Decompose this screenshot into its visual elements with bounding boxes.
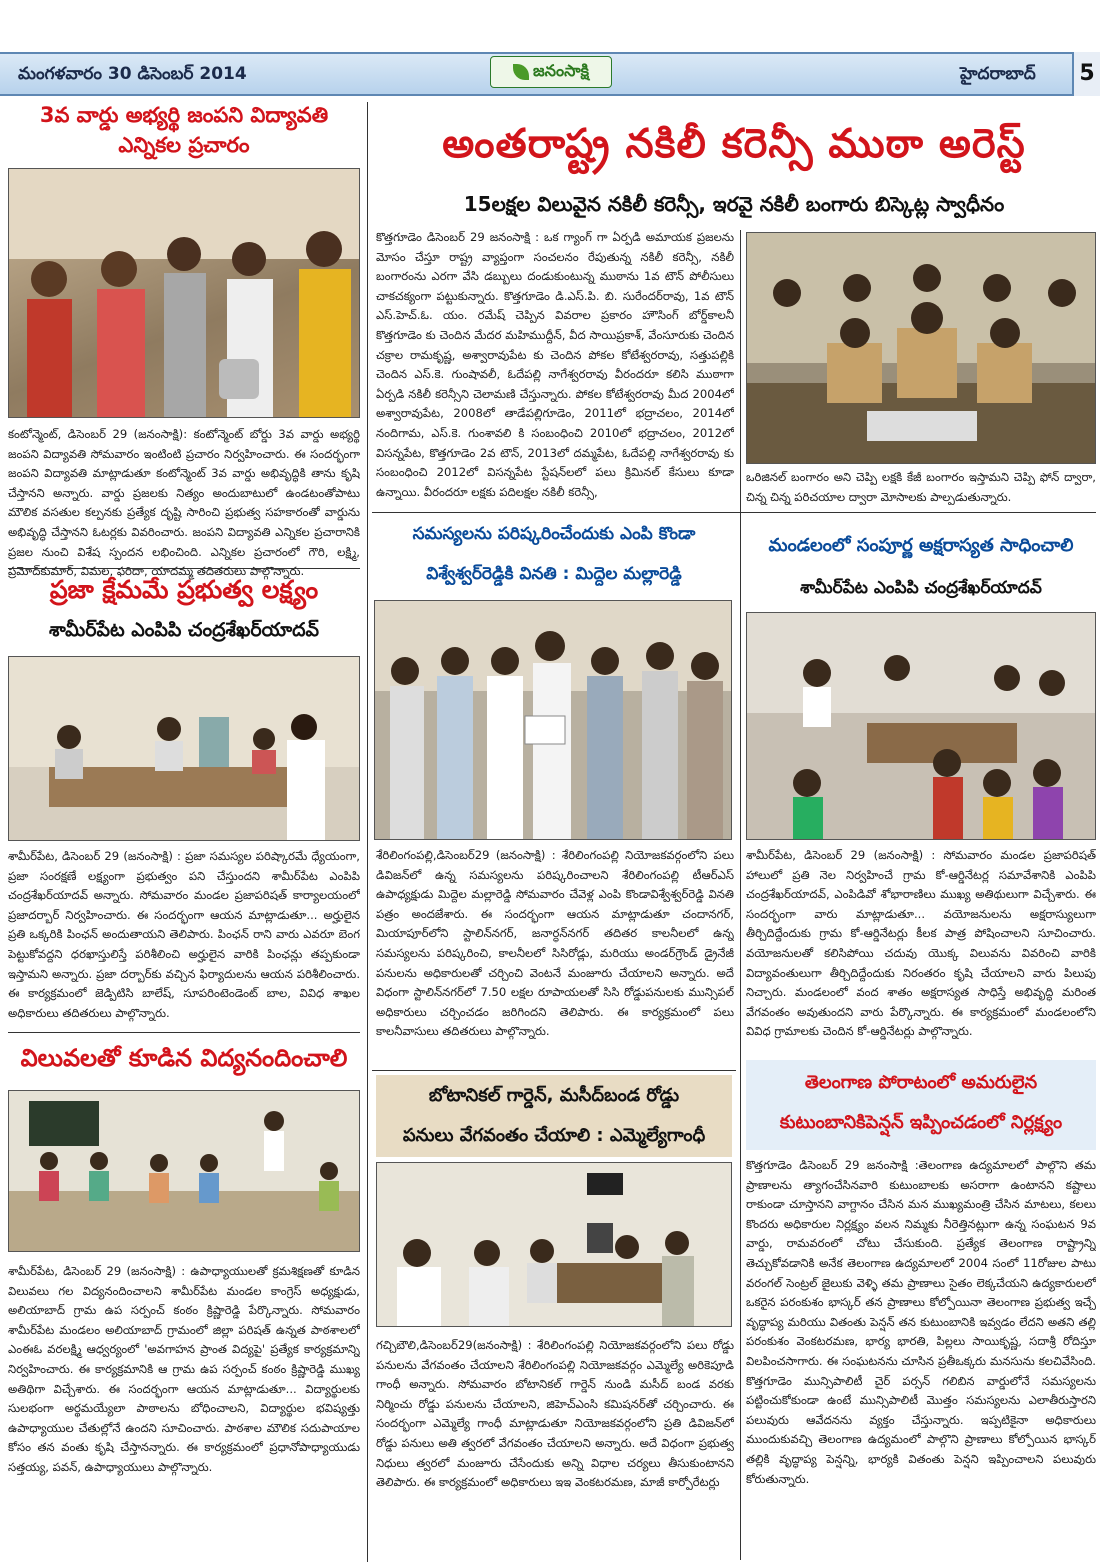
- main-headline: అంతరాష్ట్ర నకిలీ కరెన్సీ ముఠా అరెస్ట్: [442, 121, 1026, 167]
- story3-body: శామీర్‌పేట, డిసెంబర్ 29 (జనంసాక్షి) : ఉపాధ్యాయులతో క్రమశిక్షణతో కూడిన విలువలు గల విద్యనందించాలని శామీర్‌పేట మండల కాంగ్రెస్ అధ్యక్షుడు, అలియాబాద్ గ్రామ ఉప సర్పంచ్ కంఠం క్రిష్ణారెడ్డి పేర్కొన్నారు. సోమవారం శామీర్‌పేట మండలం అలియాబాద్ గ్రామంలో జిల్లా పరిషత్ ఉన్నత పాఠశాలలో ఎంఈఓ వరలక్ష్మి ఆధ్వర్యంలో 'అవగాహన ప్రాంత విద్యపై' ప్రత్యేక కార్యక్రమాన్ని నిర్వహించారు. ఈ కార్యక్రమానికి ఆ గ్రామ ఉప సర్పంచ్ కంఠం క్రిష్ణారెడ్డి ముఖ్య అతిథిగా విచ్చేశారు. ఈ సందర్భంగా ఆయన మాట్లాడుతూ... విద్యార్థులకు సులభంగా అర్థమయ్యేలా పాఠాలను బోధించాలని, విద్యార్థుల భవిష్యత్తు ఉపాధ్యాయుల చేతుల్లోనే ఉందని సూచించారు. పాఠశాల మౌలిక సదుపాయాల కోసం తన వంతు కృషి చేస్తానన్నారు. ఈ కార్యక్రమంలో ప్రధానోపాధ్యాయుడు సత్తయ్య, పవన్, ఉపాధ్యాయులు పాల్గొన్నారు.: [8, 1264, 360, 1474]
- story7-headline-line2: కుటుంబానికిపెన్షన్ ఇప్పించడంలో నిర్లక్ష్యం: [779, 1112, 1063, 1133]
- story5-body: గచ్చిబౌలి,డిసెంబర్29(జనంసాక్షి) : శేరిలింగంపల్లి నియోజకవర్గంలోని పలు రోడ్డు పనులను వేగవంతం చేయాలని శేరిలింగంపల్లి నియోజకవర్గం ఎమ్మెల్యే అరికెపూడి గాంధీ అన్నారు. సోమవారం బోటానికల్ గార్డెన్ నుండి మసీద్ బండ వరకు నిర్మించు రోడ్డు పనులను చేయాలని, జిహెచ్‌ఎంసి కమిషనర్‌తో చర్చించారు. ఈ సందర్భంగా ఎమ్మెల్యే గాంధీ మాట్లాడుతూ నియోజకవర్గంలోని ప్రతి డివిజన్‌లో రోడ్డు పనులు అతి త్వరలో వేగవంతం చేయాలని అన్నారు. అదే విధంగా ప్రభుత్వ నిధులు త్వరలో మంజూరు చేసేందుకు అన్ని విధాల చర్యలు తీసుకుంటానని తెలిపారు. ఈ కార్యక్రమంలో అధికారులు ఇఇ వెంకటరమణ, మాజీ కార్పోరేటర్లు: [376, 1338, 734, 1490]
- main-subhead: 15లక్షల విలువైన నకిలీ కరెన్సీ, ఇరవై నకిలీ బంగారు బిస్కెట్ల స్వాధీనం: [463, 192, 1005, 216]
- main-body: కొత్తగూడెం డిసెంబర్ 29 జనంసాక్షి : ఒక గ్యాంగ్ గా ఏర్పడి అమాయక ప్రజలను మోసం చేస్తూ రాష్ట్ర వ్యాప్తంగా సంచలనం రేపుతున్న నకిలీ కరెన్సీ, నకిలీ బంగారంను ఎరగా వేసి డబ్బులు దండుకుంటున్న ముఠాను 1వ టౌన్ పోలీసులు చాకచక్యంగా పట్టుకున్నారు. కొత్తగూడెం డి.ఎస్.పి. బి. సురేందర్‌రావు, 1వ టౌన్ ఎస్.హెచ్.ఓ. యం. రమేష్ చెప్పిన వివరాల ప్రకారం హౌసింగ్ బోర్డ్‌కాలనీ కొత్తగూడెం కు చెందిన మేదర మహిముద్దీన్, వీద సాయిప్రకాశ్, వేంసూరుకు చెందిన చక్రాల రామకృష్ణ, అశ్వారావుపేట కు చెందిన పోకల కోటేశ్వరరావు, సత్తుపల్లికి చెందిన ఎస్.కె. గుంషావలీ, ఓదేపల్లి నాగేశ్వరరావు వీరందరూ కలిసి ముఠాగా ఏర్పడి నకిలీ కరెన్సీని చెలామణి చేస్తున్నారు. పోకల కోటేశ్వరరావు మీద 2004లో అశ్వారావుపేట, 2008లో తాడేపల్లిగూడెం, 2011లో భద్రాచలం, 2014లో నందిగామ, ఎస్.కె. గుంశావలి కి సంబంధించి 2010లో భద్రాచలం, 2012లో విసన్నపేట, కొత్తగూడెం 2వ టౌన్, 2013లో దమ్మపేట, ఓదేపల్లి నాగేశ్వరరావు కు సంబంధించి 2012లో విసన్నపేట స్టేషన్‌లలో పలు క్రిమినల్ కేసులు కూడా ఉన్నాయి. వీరందరూ లక్షకు పదిలక్షల నకిలీ కరెన్సీ,: [376, 230, 734, 499]
- campaign-photo: [8, 168, 360, 418]
- story6-subhead: శామీర్‌పేట ఎంపిపి చంద్రశేఖర్‌యాదవ్: [800, 578, 1042, 598]
- story3-headline: విలువలతో కూడిన విద్యనందించాలి: [20, 1044, 348, 1072]
- issue-date: మంగళవారం 30 డిసెంబర్ 2014: [18, 64, 247, 84]
- story1-headline: 3వ వార్డు అభ్యర్థి జంపని విద్యావతి ఎన్నికల ప్రచారం: [39, 103, 329, 157]
- story4-body: శేరిలింగంపల్లి,డిసెంబర్29 (జనంసాక్షి) : శేరిలింగంపల్లి నియోజకవర్గంలోని పలు డివిజన్‌లో ఉన్న సమస్యలను పరిష్కరించాలని శేరిలింగంపల్లి టీఆర్ఎస్ ఉపాధ్యక్షుడు మిద్దెల మల్లారెడ్డి సోమవారం చేవెళ్ల ఎంపి కొండావిశ్వేశ్వర్‌రెడ్డి వినతి పత్రం అందజేశారు. ఈ సందర్భంగా ఆయన మాట్లాడుతూ చందానగర్, మియాపూర్‌లోని స్టాలిన్‌నగర్, జనార్ధన్‌నగర్ తదితర కాలనీలలో ఉన్న సమస్యలను పరిష్కరించి, కాలనీలలో సిసిరోడ్లు, మరియు అండర్‌గ్రౌండ్ డ్రైనేజీ పనులను అధికారులతో చర్చించి వెంటనే మంజూరు చేయాలని అన్నారు. అదే విధంగా స్టాలిన్‌నగర్‌లో 7.50 లక్షల రూపాయలతో సిసి రోడ్డుపనులకు మున్సిపల్ అధికారులు చర్చించడం జరిగిందని తెలిపారు. ఈ కార్యక్రమంలో పలు కాలనీవాసులు తదితరులు పాల్గొన్నారు.: [376, 848, 734, 1039]
- newspaper-logo: [490, 56, 612, 88]
- story6-body: శామీర్‌పేట, డిసెంబర్ 29 (జనంసాక్షి) : సోమవారం మండల ప్రజాపరిషత్ హాలులో ప్రతి నెల నిర్వహించే గ్రామ కో-ఆర్డినేటర్ల సమావేశానికి ఎంపిపి చంద్రశేఖర్‌యాదవ్, ఎంపిడివో శోభారాణిలు ముఖ్య అతిథులుగా విచ్చేశారు. ఈ సందర్భంగా వారు మాట్లాడుతూ... వయోజనులను అక్షరాస్యులుగా తీర్చిదిద్దేందుకు గ్రామ కో-ఆర్డినేటర్లు కీలక పాత్ర పోషించాలని సూచించారు. వయోజనులతో కలిసిపోయి చదువు యొక్క విలువను వివరించి వారికి విద్యావంతులుగా తీర్చిదిద్దేందుకు నిరంతరం కృషి చేయాలని వారు పిలుపు నిచ్చారు. మండలంలో వంద శాతం అక్షరాస్యత సాధిస్తే అభివృద్ధి మరింత వేగవంతం అవుతుందని వారు పేర్కొన్నారు. ఈ కార్యక్రమంలో మండలంలోని వివిధ గ్రామాలకు చెందిన కో-ఆర్డినేటర్లు పాల్గొన్నారు.: [746, 848, 1096, 1039]
- police-press-photo: [746, 232, 1096, 464]
- story4-headline-line2: విశ్వేశ్వర్‌రెడ్డికి వినతి : మిద్దెల మల్లారెడ్డి: [426, 564, 682, 584]
- story6-headline: మండలంలో సంపూర్ణ అక్షరాస్యత సాధించాలి: [768, 535, 1074, 556]
- story2-headline: ప్రజా క్షేమమే ప్రభుత్వ లక్ష్యం: [49, 575, 319, 604]
- section-rule: [8, 1032, 360, 1033]
- story5-headline-line2: పనులు వేగవంతం చేయాలి : ఎమ్మెల్యేగాంధీ: [402, 1125, 706, 1146]
- mla-meeting-photo: [376, 1162, 732, 1327]
- section-rule: [8, 568, 360, 569]
- main-photo-caption: ఒరిజినల్ బంగారం అని చెప్పి లక్షకి కేజీ బంగారం ఇస్తామని చెప్పి ఫోన్ ద్వారా, చిన్న చిన్న పరిచయాల ద్వారా మోసాలకు పాల్పడుతున్నారు.: [746, 470, 1096, 504]
- memorandum-photo: [374, 600, 732, 840]
- section-rule: [372, 512, 1096, 513]
- school-photo: [8, 1090, 360, 1252]
- story7-body: కొత్తగూడెం డిసెంబర్ 29 జనంసాక్షి :తెలంగాణ ఉద్యమాలలో పాల్గొని తమ ప్రాణాలను త్యాగంచేసినవారి కుటుంబాలకు అసరాగా ఉంటానని కష్టాలు రాకుండా చూస్తానని వాగ్దానం చేసిన మన ముఖ్యమంత్రి చేసిన మాటలు, కలలు కొందరు అధికారుల నిర్లక్ష్యం వలన నిమ్మకు నీరెత్తినట్లుగా ఉన్న సంఘటన 9వ వార్డు, రామవరంలో చోటు చేసుకుంది. ప్రత్యేక తెలంగాణ రాష్ట్రాన్ని తెచ్చుకోవడానికి అనేక తెలంగాణ ఉద్యమాలలో 2004 సంలో 11రోజుల పాటు వరంగల్ సెంట్రల్ జైలుకు వెళ్ళి తమ ప్రాణాలు సైతం లెక్కచేయని ఉద్యకారులలో ఒకరైన పరంకుశం భాస్కర్ తన ప్రాణాలు కోల్పోయినా తెలంగాణ ప్రభుత్వ ఇచ్చే వృద్ధాప్య మరియు వితంతు పెన్షన్ తన కుటుంబానికి ఇవ్వడం లేదని అతని తల్లి పరంకుశం వెంకటరమణ, భార్య భారతి, పిల్లలు సాయికృష్ణ, సదాశ్రీ రోదిస్తూ విలపించసాగారు. ఈ సంఘటనను చూసిన ప్రతీఒక్కరు మనసును కలచివేసింది. కొత్తగూడెం మున్సిపాలిటీ చైర్ పర్సన్ గలిబిన వార్డులోనే సమస్యలను పట్టించుకోకుండా ఉంటే మున్సిపాలిటీ మొత్తం సమస్యలను ఎలాతీరుస్తారని పలువురు ఆవేదనను వ్యక్తం చేస్తున్నారు. ఇప్పటికైనా అధికారులు ముందుకువచ్చి తెలంగాణ ఉద్యమంలో పాల్గొని ప్రాణాలు కోల్పోయిన భాస్కర్ తల్లికి వృద్ధాప్య పెన్షన్ని, భార్యకి వితంతు పెన్షని ఇప్పించాలని పలువురు కోరుతున్నారు.: [746, 1158, 1096, 1486]
- story5-headline-line1: బోటానికల్ గార్డెన్, మసీద్‌బండ రోడ్డు: [428, 1085, 680, 1106]
- column-divider: [367, 102, 368, 1562]
- story1-body: కంటోన్మెంట్, డిసెంబర్ 29 (జనంసాక్షి): కంటోన్మెంట్ బోర్డు 3వ వార్డు అభ్యర్థి జంపని విద్యావతి సోమవారం ఇంటింటి ప్రచారం నిర్వహించారు. ఈ సందర్భంగా జంపని విద్యావతి మాట్లాడుతూ కంటోన్మెంట్ 3వ వార్డు అభివృద్ధికి తాను కృషి చేస్తానని అన్నారు. వార్డు ప్రజలకు నిత్యం అందుబాటులో ఉండటంతోపాటు మౌలిక వసతుల కల్పనకు ప్రత్యేక దృష్టి సారించి ప్రభుత్వ సహకారంతో వార్డును అభివృద్ధి చేస్తానని ఓటర్లకు వివరించారు. జంపని విద్యావతి ఎన్నికల ప్రచారానికి ప్రజల నుంచి విశేష స్పందన లభించింది. ఎన్నికల ప్రచారంలో గౌరి, లక్ష్మి, ప్రమోద్‌కుమార్, విమల, ఫరిదా, యాదమ్మ తదితరులు పాల్గొన్నారు.: [8, 427, 360, 579]
- column-divider: [740, 230, 741, 1560]
- section-rule: [372, 1070, 736, 1071]
- literacy-meeting-photo: [746, 612, 1096, 840]
- story2-subhead: శామీర్‌పేట ఎంపిపి చంద్రశేఖర్‌యాదవ్: [48, 619, 320, 641]
- logo-text: జనంసాక్షి: [533, 60, 589, 80]
- leaf-icon: [513, 64, 529, 80]
- story2-body: శామీర్‌పేట, డిసెంబర్ 29 (జనంసాక్షి) : ప్రజా సమస్యల పరిష్కారమే ధ్యేయంగా, ప్రజా సంరక్షణే లక్ష్యంగా ప్రభుత్వం పని చేస్తుందని శామీర్‌పేట ఎంపిపి చంద్రశేఖర్‌యాదవ్ అన్నారు. సోమవారం మండల ప్రజాపరిషత్ కార్యాలయంలో ప్రజాదర్బార్ నిర్వహించారు. ఈ సందర్భంగా ఆయన మాట్లాడుతూ... అర్హులైన ప్రతి ఒక్కరికి పింఛన్ అందుతాయని తెలిపారు. పింఛన్ రాని వారు ఎవరూ బెంగ పెట్టుకోవద్దని ధరఖాస్తులిస్తే పరిశీలించి అర్హులైన వారికి పింఛన్లు తప్పకుండా ఇస్తామని అన్నారు. ప్రజా దర్బార్‌కు వచ్చిన ఫిర్యాదులను ఆయన పరిశీలించారు. ఈ కార్యక్రమంలో జెడ్పిటిసి బాలేష్, సూపరింటెండెంట్ బాల, వివిధ శాఖల అధికారులు తదితరులు పాల్గొన్నారు.: [8, 849, 360, 1020]
- story7-headline-line1: తెలంగాణ పోరాటంలో అమరులైన: [804, 1072, 1038, 1093]
- story4-headline-line1: సమస్యలను పరిష్కరించేందుకు ఎంపి కొండా: [412, 524, 696, 544]
- praja-darbar-photo: [8, 656, 360, 841]
- edition-city: హైదరాబాద్: [960, 64, 1036, 84]
- page-number: 5: [1072, 52, 1100, 96]
